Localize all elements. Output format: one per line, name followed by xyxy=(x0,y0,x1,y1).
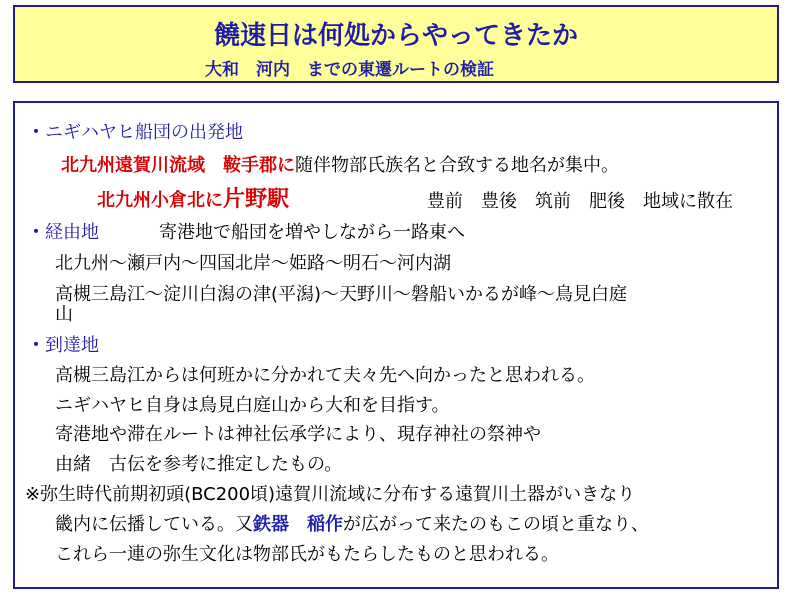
note-line-1: ※弥生時代前期初頭(BC200頃)遠賀川流域に分布する遠賀川土器がいきなり xyxy=(25,484,636,505)
departure-heading: ニギハヤヒ船団の出発地 xyxy=(45,122,243,143)
departure-line1-text: 随伴物部氏族名と合致する地名が集中。 xyxy=(295,155,619,176)
bullet: ・ xyxy=(27,335,45,356)
note-gap xyxy=(289,514,307,535)
note-emphasis-rice: 稲作 xyxy=(307,514,343,535)
page-subtitle: 大和 河内 までの東遷ルートの検証 xyxy=(205,60,494,80)
departure-station-name: 片野駅 xyxy=(223,187,290,212)
route-line-1: 北九州～瀬戸内～四国北岸～姫路～明石～河内湖 xyxy=(55,253,451,274)
route-heading-line xyxy=(27,222,99,244)
note-line-3: これら一連の弥生文化は物部氏がもたらしたものと思われる。 xyxy=(55,544,559,565)
departure-line-2-regions: 豊前 豊後 筑前 肥後 地域に散在 xyxy=(427,191,733,212)
note-line2-end: が広がって来たのもこの頃と重なり、 xyxy=(343,514,649,535)
bullet: ・ xyxy=(27,222,45,243)
arrival-line-3: 寄港地や滞在ルートは神社伝承学により、現存神社の祭神や xyxy=(55,424,541,445)
note-line2-start: 畿内に伝播している。又 xyxy=(55,514,253,535)
content-box xyxy=(13,101,779,589)
note-emphasis-iron: 鉄器 xyxy=(253,514,289,535)
bullet: ・ xyxy=(27,122,45,143)
arrival-heading: 到達地 xyxy=(45,335,99,356)
arrival-line-2: ニギハヤヒ自身は鳥見白庭山から大和を目指す。 xyxy=(55,395,450,416)
departure-line2-emphasis: 北九州小倉北に xyxy=(97,190,223,211)
route-heading: 経由地 xyxy=(45,222,99,243)
arrival-line-4: 由緒 古伝を参考に推定したもの。 xyxy=(55,454,343,475)
route-line-2: 高槻三島江～淀川白潟の津(平潟)～天野川～磐船いかるが峰～鳥見白庭 xyxy=(55,284,628,305)
departure-heading-line xyxy=(27,122,243,144)
route-line-2-wrap: 山 xyxy=(55,304,73,325)
route-heading-note: 寄港地で船団を増やしながら一路東へ xyxy=(159,222,465,243)
departure-line-2 xyxy=(97,189,289,212)
arrival-line-1: 高槻三島江からは何班かに分かれて夫々先へ向かったと思われる。 xyxy=(55,365,595,386)
departure-line-1 xyxy=(61,155,619,177)
arrival-heading-line xyxy=(27,335,99,357)
title-box xyxy=(13,5,779,83)
page-title: 饒速日は何処からやってきたか xyxy=(213,21,578,51)
note-line-2 xyxy=(55,514,649,536)
departure-line1-emphasis: 北九州遠賀川流域 鞍手郡に xyxy=(61,155,295,176)
